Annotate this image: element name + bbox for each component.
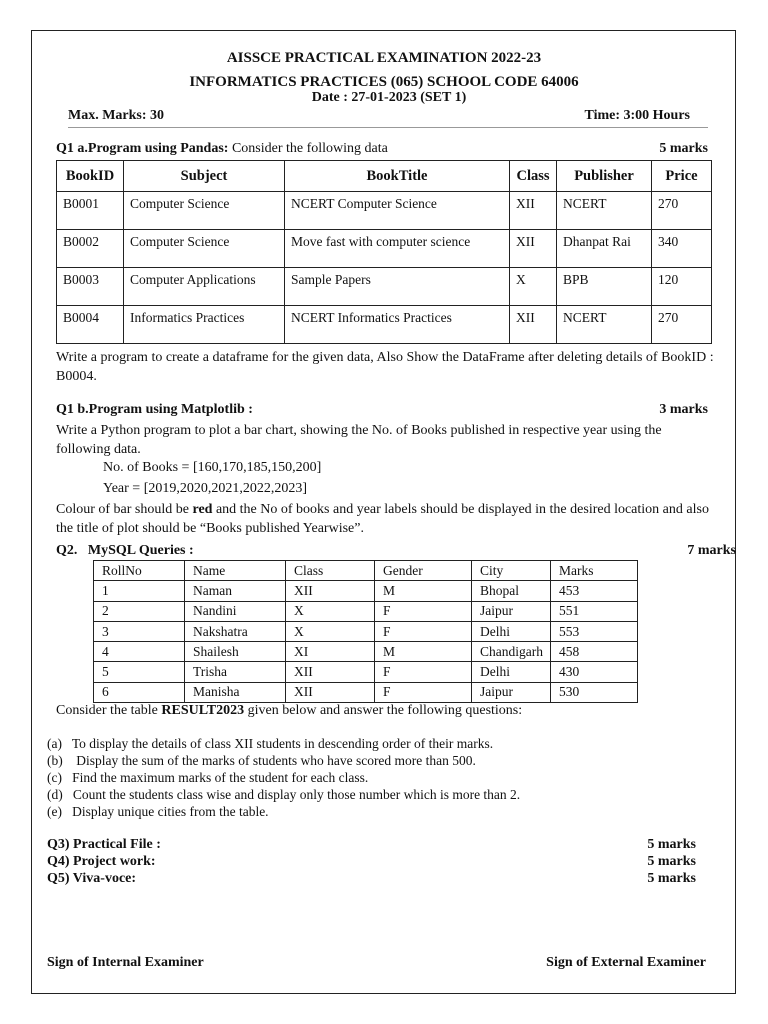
table-cell: F bbox=[375, 601, 472, 621]
consider-table-name: RESULT2023 bbox=[161, 703, 245, 718]
q1b-text: Write a Python program to plot a bar chart, showing the No. of Books published in respective year using the following data. bbox=[56, 423, 662, 457]
books-col-header: Price bbox=[652, 161, 712, 192]
table-row bbox=[94, 621, 638, 641]
table-cell: Informatics Practices bbox=[124, 306, 285, 344]
table-cell: Delhi bbox=[472, 621, 551, 641]
internal-examiner-sign: Sign of Internal Examiner bbox=[47, 955, 204, 970]
table-cell: M bbox=[375, 642, 472, 662]
result-col-header: Gender bbox=[375, 561, 472, 581]
table-cell: Jaipur bbox=[472, 682, 551, 702]
external-examiner-sign: Sign of External Examiner bbox=[546, 955, 706, 970]
q1a-intro: Consider the following data bbox=[228, 141, 388, 156]
result-col-header: RollNo bbox=[94, 561, 185, 581]
table-cell: 4 bbox=[94, 642, 185, 662]
q3-marks: 5 marks bbox=[647, 837, 696, 852]
table-row bbox=[94, 682, 638, 702]
table-cell: B0003 bbox=[57, 268, 124, 306]
table-cell: F bbox=[375, 662, 472, 682]
table-cell: Chandigarh bbox=[472, 642, 551, 662]
q1a-marks: 5 marks bbox=[659, 141, 708, 156]
table-cell: M bbox=[375, 581, 472, 601]
result-table bbox=[93, 560, 638, 703]
table-cell: B0002 bbox=[57, 230, 124, 268]
table-cell: XII bbox=[286, 682, 375, 702]
table-cell: 6 bbox=[94, 682, 185, 702]
q1b-year-line: Year = [2019,2020,2021,2022,2023] bbox=[103, 481, 308, 496]
table-row bbox=[94, 581, 638, 601]
table-cell: XII bbox=[510, 306, 557, 344]
table-cell: 530 bbox=[551, 682, 638, 702]
table-cell: NCERT bbox=[557, 192, 652, 230]
question-item: (e) Display unique cities from the table. bbox=[47, 804, 269, 819]
q4-marks: 5 marks bbox=[647, 854, 696, 869]
books-col-header: BookID bbox=[57, 161, 124, 192]
q1a-heading bbox=[56, 141, 388, 157]
table-cell: 5 bbox=[94, 662, 185, 682]
books-table bbox=[56, 160, 712, 344]
table-cell: X bbox=[510, 268, 557, 306]
table-cell: X bbox=[286, 601, 375, 621]
table-cell: Sample Papers bbox=[285, 268, 510, 306]
result-col-header: Name bbox=[185, 561, 286, 581]
table-cell: Computer Applications bbox=[124, 268, 285, 306]
table-cell: Move fast with computer science bbox=[285, 230, 510, 268]
table-cell: 553 bbox=[551, 621, 638, 641]
question-item: (c) Find the maximum marks of the student for each class. bbox=[47, 770, 369, 785]
table-row bbox=[57, 192, 712, 230]
q1b-colour-text bbox=[56, 500, 716, 538]
q2-consider-text bbox=[56, 703, 522, 719]
table-cell: Manisha bbox=[185, 682, 286, 702]
exam-time: Time: 3:00 Hours bbox=[584, 108, 690, 123]
q1a-instruction: Write a program to create a dataframe for the given data, Also Show the DataFrame after deleting details of BookID : B0004. bbox=[56, 350, 714, 384]
table-cell: XI bbox=[286, 642, 375, 662]
table-row bbox=[94, 601, 638, 621]
exam-title: AISSCE PRACTICAL EXAMINATION 2022-23 bbox=[226, 50, 542, 66]
table-row bbox=[57, 268, 712, 306]
table-cell: 458 bbox=[551, 642, 638, 662]
table-cell: F bbox=[375, 621, 472, 641]
q2-label: Q2. MySQL Queries : bbox=[56, 543, 194, 558]
colour-post: and the No of books and year labels should be displayed in the desired location and also the title of plot should be “Books published Yearwise”. bbox=[56, 502, 709, 536]
table-cell: Computer Science bbox=[124, 192, 285, 230]
consider-pre: Consider the table bbox=[56, 703, 162, 718]
q1b-books-line: No. of Books = [160,170,185,150,200] bbox=[103, 460, 322, 475]
result-col-header: City bbox=[472, 561, 551, 581]
colour-word: red bbox=[192, 502, 213, 517]
table-cell: NCERT Informatics Practices bbox=[285, 306, 510, 344]
table-cell: 2 bbox=[94, 601, 185, 621]
table-row bbox=[94, 642, 638, 662]
table-cell: Nakshatra bbox=[185, 621, 286, 641]
q5-marks: 5 marks bbox=[647, 871, 696, 886]
table-cell: XII bbox=[286, 662, 375, 682]
q1b-marks: 3 marks bbox=[659, 402, 708, 417]
date-line: Date : 27-01-2023 (SET 1) bbox=[311, 90, 467, 105]
result-header-row bbox=[94, 561, 638, 581]
table-cell: BPB bbox=[557, 268, 652, 306]
result-col-header: Marks bbox=[551, 561, 638, 581]
q1b-label: Q1 b.Program using Matplotlib : bbox=[56, 402, 253, 417]
table-cell: NCERT bbox=[557, 306, 652, 344]
table-cell: 270 bbox=[652, 306, 712, 344]
table-cell: 430 bbox=[551, 662, 638, 682]
table-cell: 3 bbox=[94, 621, 185, 641]
table-cell: XII bbox=[286, 581, 375, 601]
table-cell: XII bbox=[510, 230, 557, 268]
table-cell: Computer Science bbox=[124, 230, 285, 268]
table-cell: 120 bbox=[652, 268, 712, 306]
table-cell: Jaipur bbox=[472, 601, 551, 621]
q4-label: Q4) Project work: bbox=[47, 854, 156, 869]
table-cell: B0001 bbox=[57, 192, 124, 230]
books-col-header: Publisher bbox=[557, 161, 652, 192]
books-col-header: BookTitle bbox=[285, 161, 510, 192]
table-cell: Shailesh bbox=[185, 642, 286, 662]
question-item: (b) Display the sum of the marks of students who have scored more than 500. bbox=[47, 753, 476, 768]
table-cell: Dhanpat Rai bbox=[557, 230, 652, 268]
consider-post: given below and answer the following questions: bbox=[244, 703, 523, 718]
question-item: (a) To display the details of class XII students in descending order of their marks. bbox=[47, 736, 494, 751]
table-cell: XII bbox=[510, 192, 557, 230]
question-item: (d) Count the students class wise and display only those number which is more than 2. bbox=[47, 787, 521, 802]
table-cell: Delhi bbox=[472, 662, 551, 682]
table-cell: F bbox=[375, 682, 472, 702]
table-cell: Naman bbox=[185, 581, 286, 601]
table-cell: Nandini bbox=[185, 601, 286, 621]
table-row bbox=[57, 230, 712, 268]
table-cell: B0004 bbox=[57, 306, 124, 344]
table-row bbox=[57, 306, 712, 344]
table-row bbox=[94, 662, 638, 682]
table-cell: 1 bbox=[94, 581, 185, 601]
q2-marks: 7 marks bbox=[687, 543, 736, 558]
table-cell: X bbox=[286, 621, 375, 641]
max-marks: Max. Marks: 30 bbox=[68, 108, 165, 123]
q5-label: Q5) Viva-voce: bbox=[47, 871, 137, 886]
result-col-header: Class bbox=[286, 561, 375, 581]
table-cell: 551 bbox=[551, 601, 638, 621]
colour-pre: Colour of bar should be bbox=[56, 502, 193, 517]
table-cell: 270 bbox=[652, 192, 712, 230]
table-cell: 453 bbox=[551, 581, 638, 601]
table-cell: NCERT Computer Science bbox=[285, 192, 510, 230]
books-header-row bbox=[57, 161, 712, 192]
subject-line: INFORMATICS PRACTICES (065) SCHOOL CODE 64006 bbox=[189, 74, 579, 90]
table-cell: Trisha bbox=[185, 662, 286, 682]
table-cell: 340 bbox=[652, 230, 712, 268]
books-col-header: Subject bbox=[124, 161, 285, 192]
table-cell: Bhopal bbox=[472, 581, 551, 601]
q3-label: Q3) Practical File : bbox=[47, 837, 161, 852]
books-col-header: Class bbox=[510, 161, 557, 192]
header-rule bbox=[68, 127, 708, 128]
q1a-label: Q1 a.Program using Pandas: bbox=[56, 141, 229, 156]
